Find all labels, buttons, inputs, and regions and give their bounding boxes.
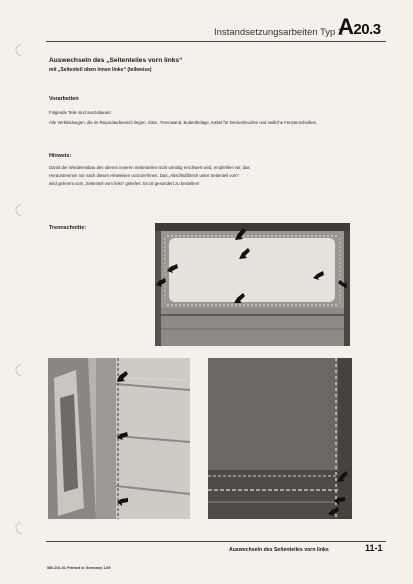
punch-hole-mark — [13, 202, 30, 219]
hinweis-line-3: wird getrennt vom „Seitenteil vorn links“ geliefert. Es ist gesondert zu bestellen! — [49, 181, 200, 186]
punch-hole-mark — [13, 362, 30, 379]
page-number: 11-1 — [365, 543, 383, 553]
photo-cut-lines-panel — [155, 223, 350, 346]
print-note: 580.201.01 Printed in Germany 1.69 — [47, 566, 111, 570]
photo-lower-wall-cut — [208, 358, 352, 519]
footer-title: Auswechseln des Seitenteiles vorn links — [229, 547, 329, 553]
footer-rule — [46, 541, 386, 542]
hinweis-line-2: Heraustrennen nur nach diesen Hinweisen vorzunehmen. Das „Abschlußblech unter Seitenteil vorn“ — [49, 173, 240, 178]
page-title: Auswechseln des „Seitenteiles vorn links“ — [49, 57, 183, 64]
vorarbeiten-text: Alle Verkleidungen, die im Reparaturbereich liegen, Sitze, Trennwand, Bodenbeläge, Kabel für Deckenleuchte und seitliche Fensterscheiben. — [49, 120, 318, 125]
page-subtitle: mit „Seitenteil oben innen links“ (teilweise) — [49, 67, 152, 73]
punch-hole-mark — [13, 42, 30, 59]
section-code-letter: A — [338, 14, 354, 39]
punch-hole-mark — [13, 520, 30, 537]
photo-inner-side-panel — [48, 358, 190, 519]
section-code-number: 20.3 — [353, 21, 381, 38]
hinweis-line-1: Damit der Wiedereinbau des oberen inneren Seitenteiles nicht unnötig erschwert wird, empfehlen wir, das — [49, 165, 250, 170]
vorarbeiten-intro: Folgende Teile sind auszubauen: — [49, 110, 112, 115]
vorarbeiten-heading: Vorarbeiten — [49, 96, 79, 102]
trennschnitte-heading: Trennschnitte: — [49, 225, 87, 231]
header-title: Instandsetzungsarbeiten Typ 2 — [214, 27, 344, 38]
header-rule — [46, 41, 386, 42]
section-code — [338, 14, 381, 40]
hinweis-heading: Hinweis: — [49, 153, 72, 159]
